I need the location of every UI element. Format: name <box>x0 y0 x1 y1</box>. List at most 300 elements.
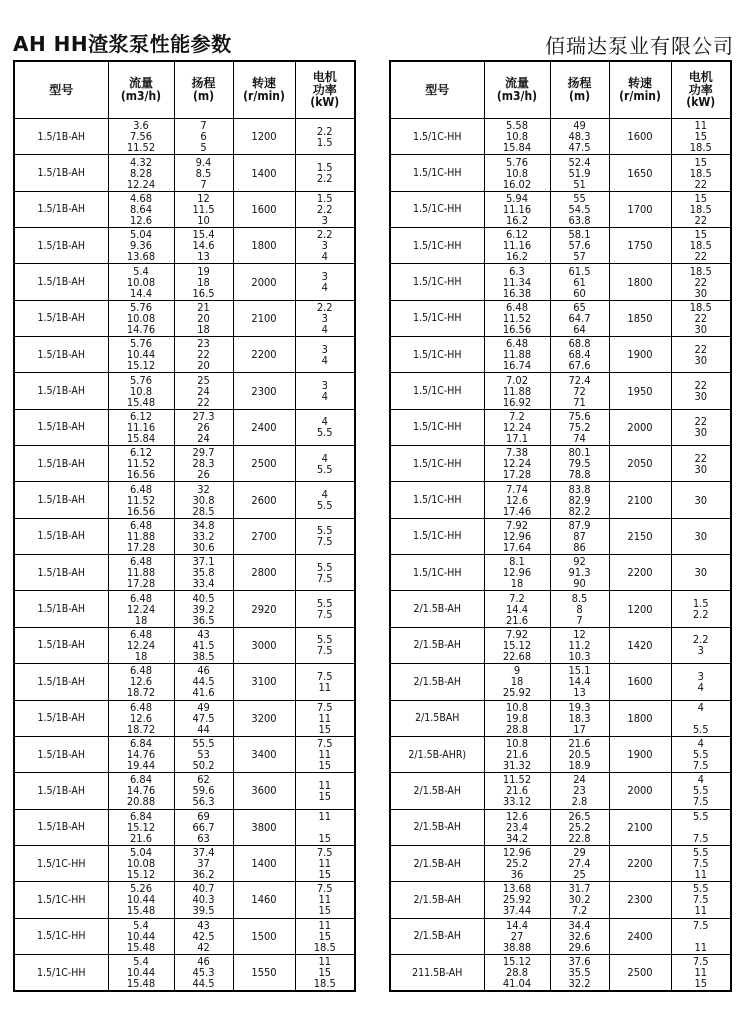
col-header-head <box>550 61 609 119</box>
cell-power <box>671 191 731 227</box>
cell-model: 1.5/1B-AH <box>14 191 108 227</box>
flow-value: 25.2 <box>505 857 529 871</box>
pump-spec-table-left <box>13 60 356 992</box>
head-value: 22 <box>197 348 210 362</box>
flow-value: 15.48 <box>126 904 156 918</box>
cell-speed: 1200 <box>233 119 295 155</box>
flow-value: 6.12 <box>129 446 153 460</box>
head-value: 21 <box>197 300 210 314</box>
cell-model: 1.5/1C-HH <box>14 882 108 918</box>
cell-model: 1.5/1B-AH <box>14 736 108 772</box>
table-header-row <box>14 61 355 119</box>
cell-head <box>550 555 609 591</box>
flow-value: 10.08 <box>126 311 156 325</box>
head-value: 27.4 <box>568 857 591 871</box>
head-value: 10 <box>197 213 210 227</box>
table-row <box>14 337 355 373</box>
cell-model: 1.5/1C-HH <box>14 954 108 991</box>
cell-speed: 1900 <box>609 736 671 772</box>
table-row <box>14 409 355 445</box>
head-value: 14.4 <box>568 675 591 689</box>
flow-value: 8.28 <box>129 166 153 180</box>
head-value: 44 <box>197 722 210 736</box>
power-value: 2.2 <box>316 228 333 242</box>
table-row <box>390 518 731 554</box>
cell-flow <box>484 373 550 409</box>
cell-power <box>295 155 355 191</box>
power-value: 7.5 <box>316 700 333 714</box>
cell-flow <box>108 700 174 736</box>
cell-speed: 1950 <box>609 373 671 409</box>
flow-value: 11.16 <box>502 202 532 216</box>
flow-value: 28.8 <box>505 966 529 980</box>
cell-head <box>550 809 609 845</box>
head-value: 80.1 <box>568 446 591 460</box>
power-value: 4 <box>321 322 328 336</box>
flow-value: 9.36 <box>129 239 153 253</box>
cell-speed: 3600 <box>233 773 295 809</box>
power-value: 7.5 <box>316 571 333 585</box>
table-row <box>14 773 355 809</box>
cell-power <box>671 918 731 954</box>
head-value: 46 <box>197 955 210 969</box>
cell-head <box>550 700 609 736</box>
cell-power <box>295 736 355 772</box>
table-row <box>390 773 731 809</box>
table-row <box>14 518 355 554</box>
table-row <box>14 700 355 736</box>
head-value: 32 <box>197 482 210 496</box>
flow-value: 6.12 <box>129 409 153 423</box>
head-value: 36.5 <box>192 613 215 627</box>
flow-value: 34.2 <box>505 831 529 845</box>
head-value: 52.4 <box>568 155 591 169</box>
cell-speed: 1600 <box>609 664 671 700</box>
power-value: 7.5 <box>692 893 709 907</box>
cell-model: 1.5/1B-AH <box>14 591 108 627</box>
cell-speed: 2400 <box>233 409 295 445</box>
table-row <box>14 373 355 409</box>
col-header-speed <box>233 61 295 119</box>
power-value: 22 <box>694 177 708 191</box>
flow-value: 18 <box>510 675 524 689</box>
col-header-power-unit: (kW) <box>686 95 716 110</box>
flow-value: 18 <box>134 613 148 627</box>
cell-power <box>671 228 731 264</box>
cell-head <box>550 373 609 409</box>
power-value: 11 <box>694 868 708 882</box>
cell-model: 2/1.5B-AH <box>390 627 484 663</box>
power-value: 4 <box>321 353 328 367</box>
cell-power <box>671 264 731 300</box>
head-value: 25 <box>573 868 586 882</box>
power-value: 1.5 <box>692 597 709 611</box>
table-body-left <box>14 119 355 992</box>
cell-model: 2/1.5B-AH <box>390 918 484 954</box>
head-value: 12 <box>197 191 210 205</box>
cell-speed: 1800 <box>609 264 671 300</box>
flow-value: 6.48 <box>129 518 153 532</box>
head-value: 39.5 <box>192 904 215 918</box>
power-value: 11 <box>318 680 332 694</box>
cell-power <box>671 954 731 991</box>
flow-value: 6.84 <box>129 809 153 823</box>
power-value: 4 <box>321 250 328 264</box>
cell-flow <box>108 446 174 482</box>
power-value: 4 <box>697 773 704 787</box>
head-value: 65 <box>573 300 586 314</box>
cell-power <box>295 954 355 991</box>
table-row <box>390 664 731 700</box>
cell-speed: 1600 <box>609 119 671 155</box>
cell-head <box>174 155 233 191</box>
head-value: 24 <box>197 431 210 445</box>
cell-flow <box>484 954 550 991</box>
col-header-model: 型号 <box>390 61 484 119</box>
power-value: 5.5 <box>692 809 709 823</box>
power-value: 15 <box>318 904 332 918</box>
cell-flow <box>484 119 550 155</box>
power-value: 22 <box>694 311 708 325</box>
cell-head <box>550 119 609 155</box>
cell-head <box>550 337 609 373</box>
flow-value: 3.6 <box>133 119 149 133</box>
table-row <box>390 228 731 264</box>
flow-value: 22.68 <box>502 649 532 663</box>
head-value: 25 <box>197 373 210 387</box>
flow-value: 7.92 <box>505 518 529 532</box>
flow-value: 16.38 <box>502 286 532 300</box>
head-value: 29 <box>573 846 586 860</box>
cell-power <box>295 555 355 591</box>
head-value: 40.3 <box>192 893 215 907</box>
power-value: 11 <box>318 918 332 932</box>
cell-model: 2/1.5BAH <box>390 700 484 736</box>
cell-model: 1.5/1B-AH <box>14 228 108 264</box>
cell-model: 2/1.5B-AH <box>390 773 484 809</box>
head-value: 25.2 <box>568 820 591 834</box>
flow-value: 10.8 <box>505 130 529 144</box>
col-header-head-unit: (m) <box>568 89 591 103</box>
cell-model: 1.5/1B-AH <box>14 337 108 373</box>
head-value: 18.3 <box>568 711 591 725</box>
power-value: 15 <box>318 929 332 943</box>
cell-flow <box>108 845 174 881</box>
cell-power <box>295 809 355 845</box>
power-value: 7.5 <box>692 795 709 809</box>
flow-value: 16.74 <box>502 359 532 373</box>
cell-flow <box>484 591 550 627</box>
cell-speed: 2500 <box>609 954 671 991</box>
col-header-speed-label: 转速 <box>251 76 276 91</box>
cell-model: 1.5/1B-AH <box>14 300 108 336</box>
cell-model: 1.5/1B-AH <box>14 482 108 518</box>
table-row <box>390 700 731 736</box>
power-value: 7.5 <box>316 737 333 751</box>
head-value: 28.5 <box>192 504 215 518</box>
table-row <box>14 119 355 155</box>
flow-value: 23.4 <box>505 820 529 834</box>
power-value: 3 <box>321 342 328 356</box>
head-value: 22 <box>197 395 210 409</box>
table-row <box>14 300 355 336</box>
cell-head <box>174 627 233 663</box>
cell-model: 1.5/1B-AH <box>14 700 108 736</box>
cell-power <box>671 300 731 336</box>
head-value: 39.2 <box>192 602 215 616</box>
flow-value: 21.6 <box>505 784 529 798</box>
flow-value: 10.08 <box>126 857 156 871</box>
cell-flow <box>108 555 174 591</box>
head-value: 87 <box>573 529 586 543</box>
power-value: 22 <box>694 379 708 393</box>
power-value: 11 <box>694 966 708 980</box>
company-name: 佰瑞达泵业有限公司 <box>545 34 734 58</box>
power-value: 11 <box>318 778 332 792</box>
power-value: 18.5 <box>689 300 712 314</box>
power-value: 22 <box>694 451 708 465</box>
flow-value: 18.72 <box>126 722 156 736</box>
col-header-power <box>295 61 355 119</box>
cell-model: 1.5/1B-AH <box>14 518 108 554</box>
head-value: 36.2 <box>192 868 215 882</box>
cell-speed: 1200 <box>609 591 671 627</box>
cell-head <box>174 119 233 155</box>
head-value: 86 <box>573 540 586 554</box>
flow-value: 7.92 <box>505 627 529 641</box>
cell-speed: 3100 <box>233 664 295 700</box>
cell-speed: 1500 <box>233 918 295 954</box>
cell-flow <box>484 555 550 591</box>
power-value: 3 <box>697 669 704 683</box>
cell-head <box>174 664 233 700</box>
cell-head <box>550 482 609 518</box>
col-header-power-label-2: 功率 <box>312 82 337 97</box>
flow-value: 12.6 <box>129 213 153 227</box>
flow-value: 6.84 <box>129 737 153 751</box>
flow-value: 17.28 <box>126 577 156 591</box>
flow-value: 21.6 <box>129 831 153 845</box>
power-value: 4 <box>321 451 328 465</box>
table-row <box>390 155 731 191</box>
flow-value: 12.24 <box>126 638 156 652</box>
cell-model: 1.5/1B-AH <box>14 773 108 809</box>
flow-value: 11.16 <box>126 420 156 434</box>
power-value: 15 <box>318 759 332 773</box>
cell-power <box>671 155 731 191</box>
power-value: 3 <box>321 270 328 284</box>
flow-value: 5.4 <box>133 955 149 969</box>
table-row <box>14 736 355 772</box>
table-row <box>390 409 731 445</box>
head-value: 15.1 <box>568 664 591 678</box>
table-row <box>390 264 731 300</box>
head-value: 49 <box>197 700 210 714</box>
cell-head <box>550 518 609 554</box>
col-header-speed <box>609 61 671 119</box>
cell-speed: 1650 <box>609 155 671 191</box>
power-value: 18.5 <box>689 202 712 216</box>
head-value: 16.5 <box>192 286 215 300</box>
flow-value: 13.68 <box>126 250 156 264</box>
cell-speed: 1700 <box>609 191 671 227</box>
flow-value: 25.92 <box>502 893 532 907</box>
power-value: 5.5 <box>316 499 333 513</box>
head-value: 49 <box>573 119 586 133</box>
cell-model: 1.5/1C-HH <box>390 119 484 155</box>
head-value: 11.2 <box>568 638 591 652</box>
power-value: 5.5 <box>316 597 333 611</box>
head-value: 53 <box>197 748 210 762</box>
cell-power <box>671 482 731 518</box>
cell-model: 1.5/1B-AH <box>14 119 108 155</box>
table-row <box>14 228 355 264</box>
flow-value: 14.76 <box>126 784 156 798</box>
head-value: 66.7 <box>192 820 215 834</box>
head-value: 51 <box>573 177 586 191</box>
power-value: 11 <box>318 711 332 725</box>
cell-power <box>295 664 355 700</box>
cell-flow <box>108 409 174 445</box>
cell-speed: 2200 <box>609 845 671 881</box>
cell-power <box>295 228 355 264</box>
cell-flow <box>484 337 550 373</box>
head-value: 26.5 <box>568 809 591 823</box>
cell-head <box>550 664 609 700</box>
head-value: 62 <box>197 773 210 787</box>
power-value: 15 <box>318 722 332 736</box>
flow-value: 17.28 <box>126 540 156 554</box>
table-row <box>14 627 355 663</box>
power-value: 5.5 <box>692 722 709 736</box>
cell-head <box>550 264 609 300</box>
head-value: 19 <box>197 264 210 278</box>
cell-model: 1.5/1B-AH <box>14 555 108 591</box>
head-value: 37 <box>197 857 210 871</box>
table-row <box>14 591 355 627</box>
table-row <box>14 555 355 591</box>
flow-value: 11.52 <box>126 141 156 155</box>
head-value: 57.6 <box>568 239 591 253</box>
flow-value: 6.48 <box>129 591 153 605</box>
flow-value: 15.84 <box>502 141 532 155</box>
cell-flow <box>484 446 550 482</box>
head-value: 37.4 <box>192 846 215 860</box>
flow-value: 6.48 <box>129 555 153 569</box>
cell-power <box>295 773 355 809</box>
table-row <box>14 809 355 845</box>
power-value: 7.5 <box>316 535 333 549</box>
head-value: 72.4 <box>568 373 591 387</box>
cell-speed: 3400 <box>233 736 295 772</box>
power-value: 30 <box>694 566 708 580</box>
head-value: 61 <box>573 275 586 289</box>
head-value: 58.1 <box>568 228 591 242</box>
power-value: 22 <box>694 213 708 227</box>
cell-speed: 2600 <box>233 482 295 518</box>
head-value: 19.3 <box>568 700 591 714</box>
power-value: 5.5 <box>316 426 333 440</box>
power-value: 30 <box>694 426 708 440</box>
flow-value: 27 <box>510 929 524 943</box>
flow-value: 21.6 <box>505 613 529 627</box>
cell-flow <box>484 482 550 518</box>
power-value: 30 <box>694 462 708 476</box>
head-value: 75.6 <box>568 409 591 423</box>
power-value: 2.2 <box>316 172 333 186</box>
flow-value: 14.4 <box>505 602 529 616</box>
flow-value: 11.88 <box>126 529 156 543</box>
power-value: 7.5 <box>316 846 333 860</box>
cell-flow <box>108 773 174 809</box>
power-value: 4 <box>697 680 704 694</box>
cell-flow <box>484 809 550 845</box>
cell-speed: 2000 <box>609 773 671 809</box>
power-value: 15 <box>318 966 332 980</box>
flow-value: 10.8 <box>505 166 529 180</box>
head-value: 82.2 <box>568 504 591 518</box>
table-row <box>390 809 731 845</box>
head-value: 15.4 <box>192 228 215 242</box>
power-value: 22 <box>694 415 708 429</box>
power-value: 5.5 <box>316 524 333 538</box>
power-value: 7.5 <box>316 882 333 896</box>
head-value: 63.8 <box>568 213 591 227</box>
cell-model: 1.5/1C-HH <box>390 482 484 518</box>
flow-value: 12.24 <box>126 177 156 191</box>
flow-value: 7.02 <box>505 373 529 387</box>
head-value: 50.2 <box>192 759 215 773</box>
col-header-speed-unit: (r/min) <box>243 89 285 103</box>
cell-head <box>174 954 233 991</box>
power-value: 11 <box>318 893 332 907</box>
table-row <box>390 482 731 518</box>
col-header-flow-unit: (m3/h) <box>496 89 538 103</box>
cell-flow <box>108 155 174 191</box>
flow-value: 15.12 <box>126 359 156 373</box>
flow-value: 5.76 <box>505 155 529 169</box>
power-value: 22 <box>694 275 708 289</box>
power-value: 3 <box>321 379 328 393</box>
cell-flow <box>108 809 174 845</box>
head-value: 67.6 <box>568 359 591 373</box>
cell-speed: 1750 <box>609 228 671 264</box>
cell-speed: 1550 <box>233 954 295 991</box>
cell-head <box>550 918 609 954</box>
table-row <box>14 264 355 300</box>
flow-value: 17.1 <box>505 431 529 445</box>
table-row <box>390 736 731 772</box>
cell-model: 1.5/1C-HH <box>390 555 484 591</box>
cell-speed: 2400 <box>609 918 671 954</box>
power-value: 4 <box>697 700 704 714</box>
power-value: 11 <box>318 809 332 823</box>
cell-power <box>671 591 731 627</box>
head-value: 47.5 <box>568 141 591 155</box>
cell-power <box>295 264 355 300</box>
cell-model: 1.5/1C-HH <box>390 337 484 373</box>
head-value: 28.3 <box>192 457 215 471</box>
col-header-flow <box>108 61 174 119</box>
cell-head <box>174 918 233 954</box>
cell-head <box>550 954 609 991</box>
head-value: 34.4 <box>568 918 591 932</box>
cell-power <box>671 337 731 373</box>
flow-value: 16.02 <box>502 177 532 191</box>
head-value: 24 <box>197 384 210 398</box>
flow-value: 14.4 <box>129 286 153 300</box>
table-row <box>390 954 731 991</box>
